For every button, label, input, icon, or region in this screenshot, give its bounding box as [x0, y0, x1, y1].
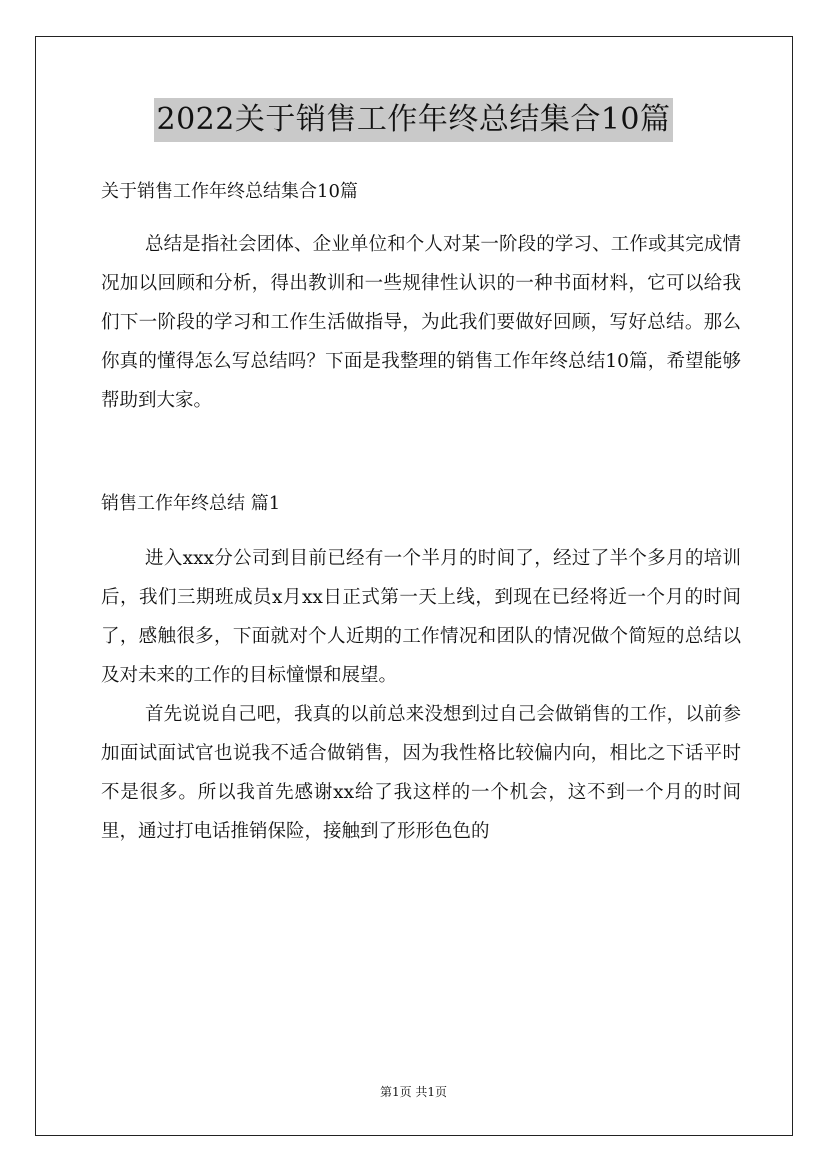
title-wrap [0, 98, 827, 142]
section-paragraph: 进入xxx分公司到目前已经有一个半月的时间了，经过了半个多月的培训后，我们三期班成员x月xx日正式第一天上线，到现在已经将近一个月的时间了，感触很多，下面就对个人近期的工作情况和团队的情况做个简短的总结以及对未来的工作的目标憧憬和展望。 [101, 548, 741, 686]
document-title: 2022关于销售工作年终总结集合10篇 [154, 98, 672, 142]
section-paragraph: 首先说说自己吧，我真的以前总来没想到过自己会做销售的工作，以前参加面试面试官也说我不适合做销售，因为我性格比较偏内向，相比之下话平时不是很多。所以我首先感谢xx给了我这样的一个机会，这不到一个月的时间里，通过打电话推销保险，接触到了形形色色的 [101, 704, 741, 842]
section-heading: 销售工作年终总结 篇1 [101, 493, 281, 514]
page-footer: 第1页 共1页 [379, 1085, 448, 1099]
document-subtitle: 关于销售工作年终总结集合10篇 [101, 181, 358, 202]
intro-paragraph: 总结是指社会团体、企业单位和个人对某一阶段的学习、工作或其完成情况加以回顾和分析，得出教训和一些规律性认识的一种书面材料，它可以给我们下一阶段的学习和工作生活做指导，为此我们要做好回顾，写好总结。那么你真的懂得怎么写总结吗？下面是我整理的销售工作年终总结10篇，希望能够帮助到大家。 [101, 234, 741, 411]
document-body [101, 168, 741, 851]
